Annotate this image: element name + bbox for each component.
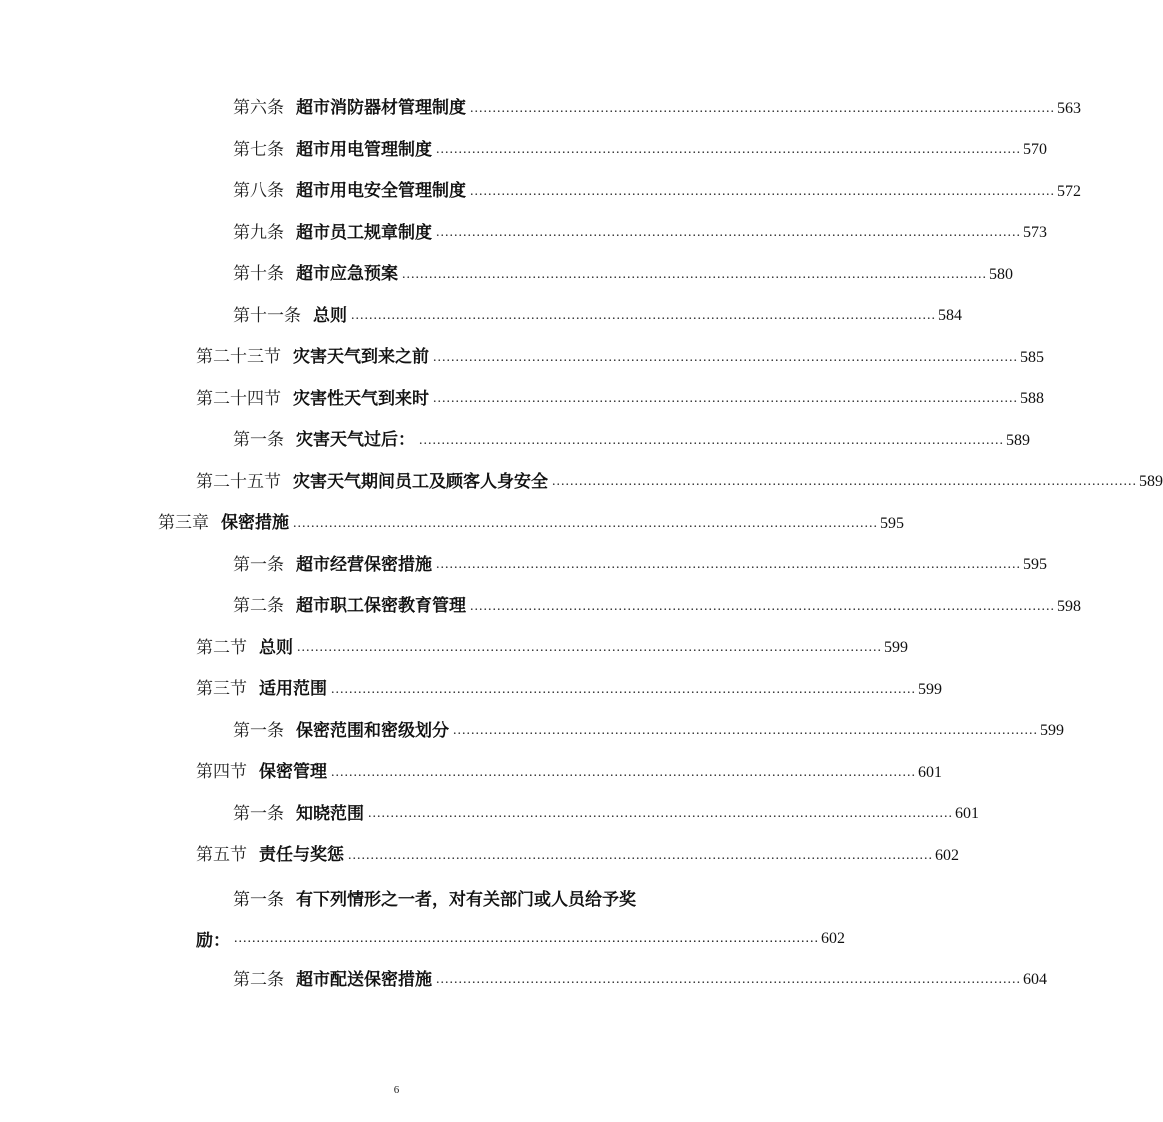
toc-entry-number: 第二节 — [196, 637, 247, 658]
toc-entry-page: 580 — [989, 265, 1013, 283]
toc-entry[interactable] — [0, 711, 1064, 753]
toc-leader-dots: .................................................................................................................................. — [436, 972, 1021, 988]
toc-leader-dots: .................................................................................................................................. — [234, 930, 819, 946]
toc-entry[interactable] — [0, 254, 1013, 296]
toc-entry-page: 595 — [1023, 556, 1047, 574]
toc-entry-title: 保密措施 — [221, 513, 289, 534]
toc-entry[interactable] — [0, 379, 1044, 421]
toc-entry-page: 585 — [1020, 348, 1044, 366]
toc-entry-title: 超市配送保密措施 — [296, 969, 432, 990]
toc-entry-title: 灾害天气期间员工及顾客人身安全 — [293, 471, 548, 492]
toc-entry[interactable] — [0, 835, 959, 877]
toc-entry[interactable] — [0, 586, 1081, 628]
toc-entry[interactable] — [0, 960, 1047, 1002]
toc-entry-page: 599 — [884, 639, 908, 657]
toc-leader-dots: .................................................................................................................................. — [470, 598, 1055, 614]
toc-entry-number: 第五节 — [196, 845, 247, 866]
toc-entry[interactable] — [0, 213, 1047, 255]
toc-entry-title: 超市应急预案 — [296, 264, 398, 285]
toc-entry[interactable] — [0, 171, 1081, 213]
toc-entry[interactable] — [0, 420, 1030, 462]
toc-leader-dots: .................................................................................................................................. — [331, 764, 916, 780]
toc-leader-dots: .................................................................................................................................. — [433, 391, 1018, 407]
toc-leader-dots: .................................................................................................................................. — [419, 432, 1004, 448]
toc-entry-page: 599 — [1040, 722, 1064, 740]
toc-entry-title: 超市用电安全管理制度 — [296, 181, 466, 202]
toc-entry-number: 第十一条 — [233, 305, 301, 326]
toc-entry-number: 第一条 — [233, 803, 284, 824]
toc-entry-page: 595 — [880, 514, 904, 532]
toc-leader-dots: .................................................................................................................................. — [436, 557, 1021, 573]
toc-entry-chapter[interactable] — [0, 503, 904, 545]
toc-leader-dots: .................................................................................................................................. — [351, 308, 936, 324]
toc-entry-title: 超市员工规章制度 — [296, 222, 432, 243]
toc-leader-dots: .................................................................................................................................. — [433, 349, 1018, 365]
toc-entry-number: 第二条 — [233, 596, 284, 617]
toc-entry[interactable] — [0, 337, 1044, 379]
toc-leader-dots: .................................................................................................................................. — [297, 640, 882, 656]
toc-entry-page: 602 — [935, 846, 959, 864]
toc-entry-number: 第二十五节 — [196, 471, 281, 492]
toc-entry-title: 灾害天气过后： — [296, 430, 415, 451]
toc-entry-number: 第二十四节 — [196, 388, 281, 409]
toc-entry-number: 第四节 — [196, 762, 247, 783]
toc-leader-dots: .................................................................................................................................. — [436, 225, 1021, 241]
toc-entry-wrapped[interactable] — [0, 877, 845, 960]
toc-entry-number: 第一条 — [233, 720, 284, 741]
toc-entry[interactable] — [0, 669, 942, 711]
page-number: 6 — [393, 1084, 400, 1096]
toc-entry-title: 保密管理 — [259, 762, 327, 783]
toc-entry-page: 589 — [1139, 473, 1163, 491]
toc-entry-number: 第八条 — [233, 181, 284, 202]
toc-entry-title-continued: 励： — [196, 931, 230, 952]
toc-entry-page: 601 — [955, 805, 979, 823]
toc-entry-number: 第十条 — [233, 264, 284, 285]
toc-entry-title: 责任与奖惩 — [259, 845, 344, 866]
toc-entry[interactable] — [0, 794, 979, 836]
toc-entry[interactable] — [0, 296, 962, 338]
toc-leader-dots: .................................................................................................................................. — [348, 847, 933, 863]
toc-entry-title: 适用范围 — [259, 679, 327, 700]
toc-entry-page: 570 — [1023, 141, 1047, 159]
toc-entry[interactable] — [0, 130, 1047, 172]
toc-leader-dots: .................................................................................................................................. — [402, 266, 987, 282]
toc-entry-title: 知晓范围 — [296, 803, 364, 824]
toc-entry[interactable] — [0, 88, 1081, 130]
toc-entry-title: 超市经营保密措施 — [296, 554, 432, 575]
toc-entry-number: 第一条 — [233, 889, 284, 910]
toc-entry[interactable] — [0, 752, 942, 794]
toc-entry-page: 584 — [938, 307, 962, 325]
toc-leader-dots: .................................................................................................................................. — [293, 515, 878, 531]
toc-entry-page: 604 — [1023, 971, 1047, 989]
toc-entry-page: 573 — [1023, 224, 1047, 242]
toc-entry[interactable] — [0, 545, 1047, 587]
toc-entry[interactable] — [0, 462, 1163, 504]
toc-entry-title: 灾害性天气到来时 — [293, 388, 429, 409]
toc-entry-number: 第六条 — [233, 98, 284, 119]
toc-entry-page: 598 — [1057, 597, 1081, 615]
toc-entry-page: 601 — [918, 763, 942, 781]
toc-entry-number: 第二十三节 — [196, 347, 281, 368]
toc-entry-title: 有下列情形之一者，对有关部门或人员给予奖 — [296, 889, 636, 910]
toc-entry-page: 589 — [1006, 431, 1030, 449]
toc-entry-page: 563 — [1057, 99, 1081, 117]
toc-entry-title: 总则 — [313, 305, 347, 326]
toc-entry-title: 超市职工保密教育管理 — [296, 596, 466, 617]
toc-leader-dots: .................................................................................................................................. — [436, 142, 1021, 158]
toc-entry-title: 总则 — [259, 637, 293, 658]
toc-entry-page: 602 — [821, 929, 845, 947]
toc-entry-number: 第二条 — [233, 969, 284, 990]
toc-entry-number: 第九条 — [233, 222, 284, 243]
toc-entry-page: 588 — [1020, 390, 1044, 408]
toc-entry[interactable] — [0, 628, 908, 670]
toc-entry-title: 保密范围和密级划分 — [296, 720, 449, 741]
toc-entry-title: 超市用电管理制度 — [296, 139, 432, 160]
table-of-contents — [0, 88, 1163, 1001]
toc-leader-dots: .................................................................................................................................. — [552, 474, 1137, 490]
toc-leader-dots: .................................................................................................................................. — [453, 723, 1038, 739]
toc-entry-title: 灾害天气到来之前 — [293, 347, 429, 368]
toc-entry-number: 第七条 — [233, 139, 284, 160]
toc-leader-dots: .................................................................................................................................. — [470, 100, 1055, 116]
toc-entry-number: 第三章 — [158, 513, 209, 534]
toc-entry-number: 第一条 — [233, 430, 284, 451]
toc-entry-number: 第三节 — [196, 679, 247, 700]
toc-entry-number: 第一条 — [233, 554, 284, 575]
toc-leader-dots: .................................................................................................................................. — [331, 681, 916, 697]
toc-leader-dots: .................................................................................................................................. — [470, 183, 1055, 199]
toc-entry-title: 超市消防器材管理制度 — [296, 98, 466, 119]
toc-leader-dots: .................................................................................................................................. — [368, 806, 953, 822]
toc-entry-page: 599 — [918, 680, 942, 698]
toc-entry-page: 572 — [1057, 182, 1081, 200]
